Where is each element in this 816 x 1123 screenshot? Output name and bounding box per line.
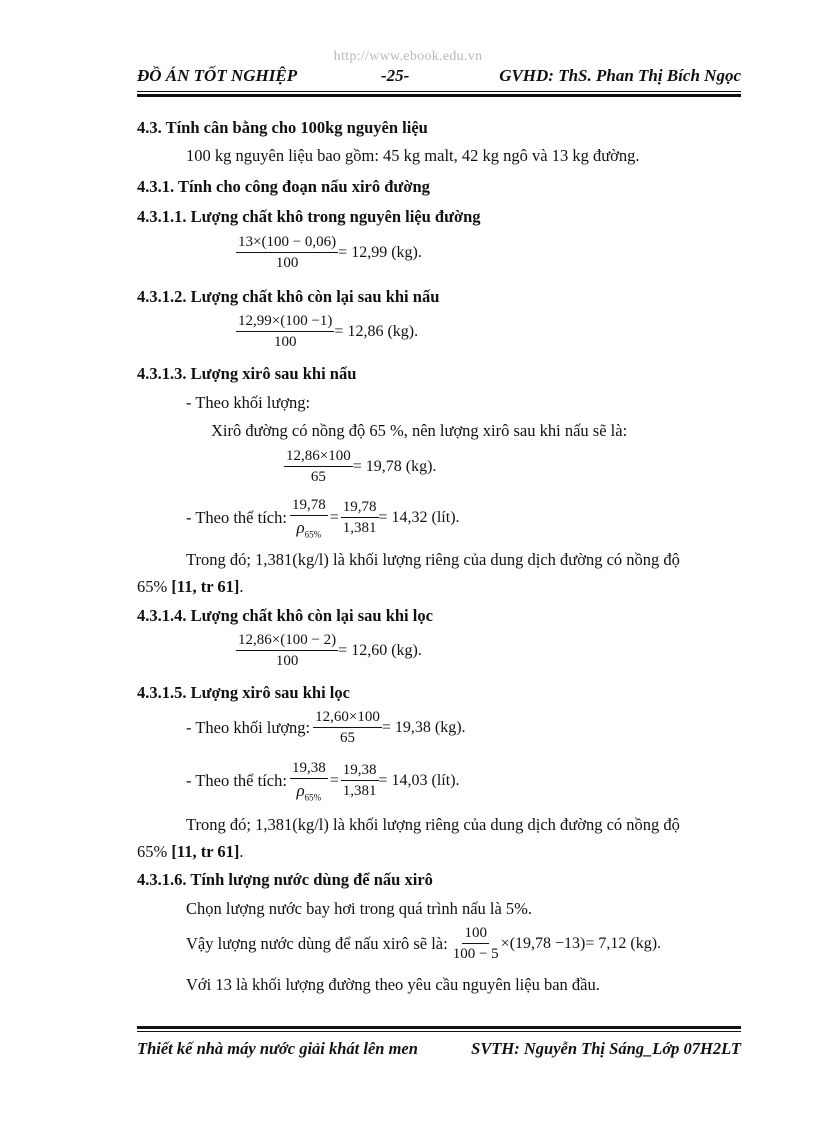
fraction: $\frac{100}{100 - 5}$ (452, 925, 499, 962)
equation-result: = 7,12 (kg). (585, 935, 662, 952)
header-rule (137, 91, 741, 97)
heading-4-3-1-6: 4.3.1.6. Tính lượng nước dùng để nấu xirô (137, 870, 433, 889)
fraction: $\frac{12,86\times 100}{65}$ (286, 448, 351, 485)
rho-symbol: ρ (296, 518, 305, 537)
paragraph-intro: 100 kg nguyên liệu bao gồm: 45 kg malt, 42 kg ngô và 13 kg đường. (186, 146, 640, 165)
equation-1 (236, 234, 422, 272)
reference: [11, tr 61] (171, 842, 240, 861)
paragraph-syrup: Xirô đường có nồng độ 65 %, nên lượng xirô sau khi nấu sẽ là: (211, 421, 628, 440)
equation-result: = 14,03 (lít). (378, 772, 460, 790)
equation-result: = 19,78 (kg). (352, 458, 437, 475)
note-density-2: Trong đó; 1,381(kg/l) là khối lượng riêng của dung dịch đường có nồng độ (186, 815, 680, 834)
heading-4-3-1-2: 4.3.1.2. Lượng chất khô còn lại sau khi nấu (137, 287, 440, 306)
note-density-2-cont: 65% [11, tr 61]. (137, 842, 244, 861)
footer-rule (137, 1026, 741, 1032)
equation-6 (186, 709, 466, 747)
equation-result: = 14,32 (lít). (378, 509, 460, 527)
watermark-url: http://www.ebook.edu.vn (333, 49, 483, 64)
fraction: $\frac{13\times(100 - 0,06)}{100}$ (238, 234, 337, 271)
equation-3 (284, 448, 436, 486)
fraction: $\frac{19,38}{\rho_{65\%}}$ (291, 760, 326, 803)
label-water-amount: Vậy lượng nước dùng để nấu xirô sẽ là: (186, 934, 448, 953)
header-advisor: GVHD: ThS. Phan Thị Bích Ngọc (499, 66, 741, 85)
header-title: ĐỒ ÁN TỐT NGHIỆP (137, 66, 298, 85)
fraction: $\frac{19,38}{1,381}$ (342, 762, 377, 800)
fraction: $\frac{19,78}{1,381}$ (342, 499, 377, 537)
fraction: $\frac{12,99\times(100 -1)}{100}$ (238, 313, 333, 350)
equation-4: - Theo thể tích: $\frac{19,78}{\rho_{65\%}}$ = $\frac{19,78}{1,381}$ = 14,32 (lít). (186, 497, 460, 540)
equation-7: - Theo thể tích: $\frac{19,38}{\rho_{65\%}}$ = $\frac{19,38}{1,381}$ = 14,03 (lít). (186, 760, 460, 803)
heading-4-3: 4.3. Tính cân bằng cho 100kg nguyên liệu (137, 118, 428, 137)
fraction: $\frac{12,60\times 100}{65}$ (315, 709, 380, 746)
note-density-1: Trong đó; 1,381(kg/l) là khối lượng riêng của dung dịch đường có nồng độ (186, 550, 680, 569)
heading-4-3-1-3: 4.3.1.3. Lượng xirô sau khi nấu (137, 364, 357, 383)
equation-result: = 12,86 (kg). (334, 323, 419, 340)
rho-symbol: ρ (296, 781, 305, 800)
paragraph-evaporation: Chọn lượng nước bay hơi trong quá trình nấu là 5%. (186, 899, 533, 918)
heading-4-3-1: 4.3.1. Tính cho công đoạn nấu xirô đường (137, 177, 430, 196)
equation-result: = 12,60 (kg). (338, 642, 422, 659)
heading-4-3-1-5: 4.3.1.5. Lượng xirô sau khi lọc (137, 683, 350, 702)
footer-project-title: Thiết kế nhà máy nước giải khát lên men (137, 1039, 418, 1058)
heading-4-3-1-4: 4.3.1.4. Lượng chất khô còn lại sau khi lọc (137, 606, 433, 625)
equation-5 (236, 632, 422, 670)
equation-result: = 19,38 (kg). (381, 719, 466, 736)
label-by-mass: - Theo khối lượng: (186, 393, 311, 412)
paragraph-final: Với 13 là khối lượng đường theo yêu cầu nguyên liệu ban đầu. (186, 975, 600, 994)
equation-2 (236, 313, 418, 351)
page-header (137, 66, 741, 90)
note-density-1-cont: 65% [11, tr 61]. (137, 577, 244, 596)
label-by-mass: - Theo khối lượng: (186, 718, 311, 737)
footer-student: SVTH: Nguyễn Thị Sáng_Lớp 07H2LT (471, 1039, 741, 1058)
fraction: $\frac{19,78}{\rho_{65\%}}$ (291, 497, 326, 540)
heading-4-3-1-1: 4.3.1.1. Lượng chất khô trong nguyên liệu đường (137, 207, 481, 226)
page-number: -25- (381, 66, 410, 85)
equation-8: Vậy lượng nước dùng để nấu xirô sẽ là: $\frac{100}{100 - 5}$ ×(19,78 −13) = 7,12 (kg). (186, 925, 662, 962)
label-by-volume: - Theo thể tích: (186, 508, 287, 528)
fraction: $\frac{12,86\times(100 - 2)}{100}$ (238, 632, 337, 669)
reference: [11, tr 61] (171, 577, 240, 596)
label-by-volume: - Theo thể tích: (186, 771, 287, 791)
equation-result: = 12,99 (kg). (338, 244, 422, 261)
